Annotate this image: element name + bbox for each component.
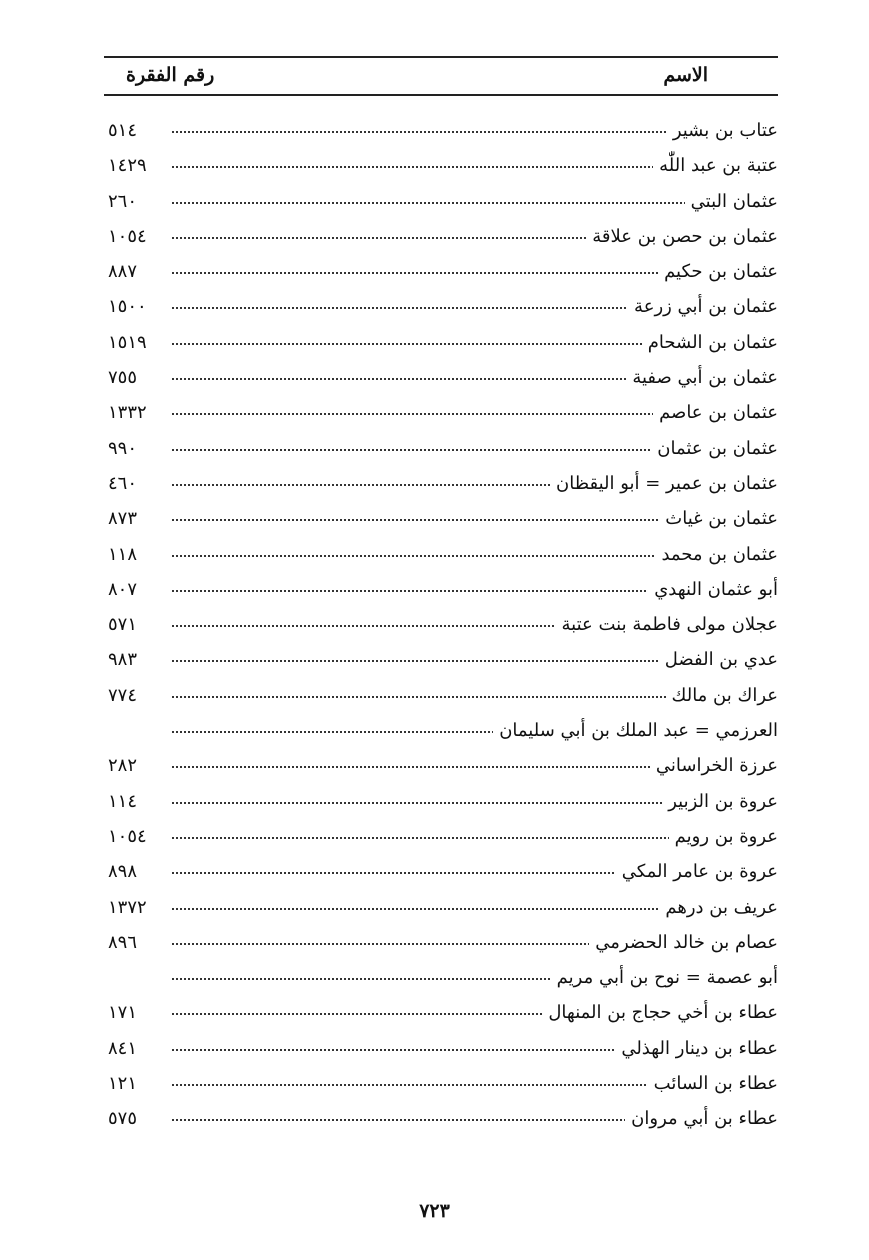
entry-name: عروة بن الزبير [662,791,778,812]
index-entry [104,611,778,646]
entry-paragraph-number: ١١٨ [108,543,138,565]
entry-name: عثمان البتي [685,191,778,212]
entry-paragraph-number: ١٠٥٤ [108,825,147,847]
index-entry [104,505,778,540]
entry-name: عروة بن رويم [669,826,778,847]
entry-paragraph-number: ٧٧٤ [108,684,138,706]
index-entry [104,470,778,505]
index-entry [104,117,778,152]
entry-name: عدي بن الفضل [659,649,778,670]
index-entry [104,823,778,858]
entry-name: عثمان بن عمير = أبو اليقظان [550,473,778,494]
entry-paragraph-number: ٨٧٣ [108,508,138,530]
page-number: ٧٢٣ [419,1200,450,1222]
entry-paragraph-number: ١٥١٩ [108,331,147,353]
entry-paragraph-number: ٩٩٠ [108,437,138,459]
entry-paragraph-number: ٥٧٥ [108,1108,138,1130]
entry-name: عطاء بن دينار الهذلي [615,1038,778,1059]
entry-name: عصام بن خالد الحضرمي [589,932,778,953]
index-entries [104,117,778,1141]
index-entry [104,364,778,399]
index-entry [104,1070,778,1105]
entry-paragraph-number: ٤٦٠ [108,472,138,494]
entry-name: عثمان بن أبي زرعة [628,296,778,317]
entry-name: عتاب بن بشير [667,120,778,141]
entry-paragraph-number: ١١٤ [108,790,138,812]
index-entry [104,788,778,823]
entry-paragraph-number: ٩٨٣ [108,649,138,671]
index-entry [104,258,778,293]
entry-name: عراك بن مالك [666,685,778,706]
entry-name: عطاء بن أخي حجاج بن المنهال [542,1002,778,1023]
entry-name: عجلان مولى فاطمة بنت عتبة [556,614,778,635]
index-entry [104,999,778,1034]
entry-paragraph-number: ١٥٠٠ [108,296,147,318]
entry-paragraph-number: ٨٩٦ [108,931,138,953]
index-entry [104,682,778,717]
index-entry [104,293,778,328]
index-entry [104,1105,778,1140]
entry-paragraph-number: ٧٥٥ [108,367,138,389]
entry-name: عثمان بن حصن بن علاقة [586,226,778,247]
entry-paragraph-number: ٥٧١ [108,614,138,636]
index-entry [104,576,778,611]
entry-name: عثمان بن الشحام [642,332,778,353]
entry-paragraph-number: ١٣٣٢ [108,402,147,424]
entry-paragraph-number: ١٧١ [108,1002,138,1024]
entry-name: عطاء بن السائب [648,1073,778,1094]
entry-name: عريف بن درهم [659,897,778,918]
entry-paragraph-number: ٨٤١ [108,1037,138,1059]
entry-name: عثمان بن حكيم [658,261,778,282]
index-entry [104,858,778,893]
index-entry [104,188,778,223]
entry-name: عروة بن عامر المكي [616,861,778,882]
entry-name: عثمان بن غياث [659,508,778,529]
entry-name: عثمان بن عثمان [651,438,778,459]
index-entry [104,399,778,434]
index-entry [104,223,778,258]
entry-name: عطاء بن أبي مروان [625,1108,778,1129]
index-entry [104,1035,778,1070]
index-header [104,56,778,96]
entry-paragraph-number: ٨٨٧ [108,261,138,283]
entry-name: عتبة بن عبد اللّٰه [653,155,778,176]
entry-name: أبو عصمة = نوح بن أبي مريم [551,967,778,988]
index-entry [104,329,778,364]
entry-paragraph-number: ٢٦٠ [108,190,138,212]
entry-paragraph-number: ١٢١ [108,1073,138,1095]
entry-paragraph-number: ١٤٢٩ [108,155,147,177]
entry-name: العرزمي = عبد الملك بن أبي سليمان [493,720,778,741]
index-entry [104,541,778,576]
entry-name: عثمان بن أبي صفية [626,367,778,388]
index-entry [104,752,778,787]
entry-name: عرزة الخراساني [650,755,778,776]
number-column-label: رقم الفقرة [126,64,215,86]
entry-paragraph-number: ١٣٧٢ [108,896,147,918]
entry-paragraph-number: ٨٩٨ [108,861,138,883]
index-entry [104,646,778,681]
entry-paragraph-number: ٨٠٧ [108,578,138,600]
entry-paragraph-number: ٢٨٢ [108,755,138,777]
index-entry [104,929,778,964]
entry-name: عثمان بن عاصم [653,402,778,423]
name-column-label: الاسم [663,64,708,86]
entry-name: أبو عثمان النهدي [648,579,778,600]
index-entry [104,152,778,187]
index-entry [104,435,778,470]
entry-paragraph-number: ١٠٥٤ [108,225,147,247]
index-entry [104,717,778,752]
entry-name: عثمان بن محمد [655,544,778,565]
index-entry [104,964,778,999]
index-entry [104,894,778,929]
entry-paragraph-number: ٥١٤ [108,120,138,141]
